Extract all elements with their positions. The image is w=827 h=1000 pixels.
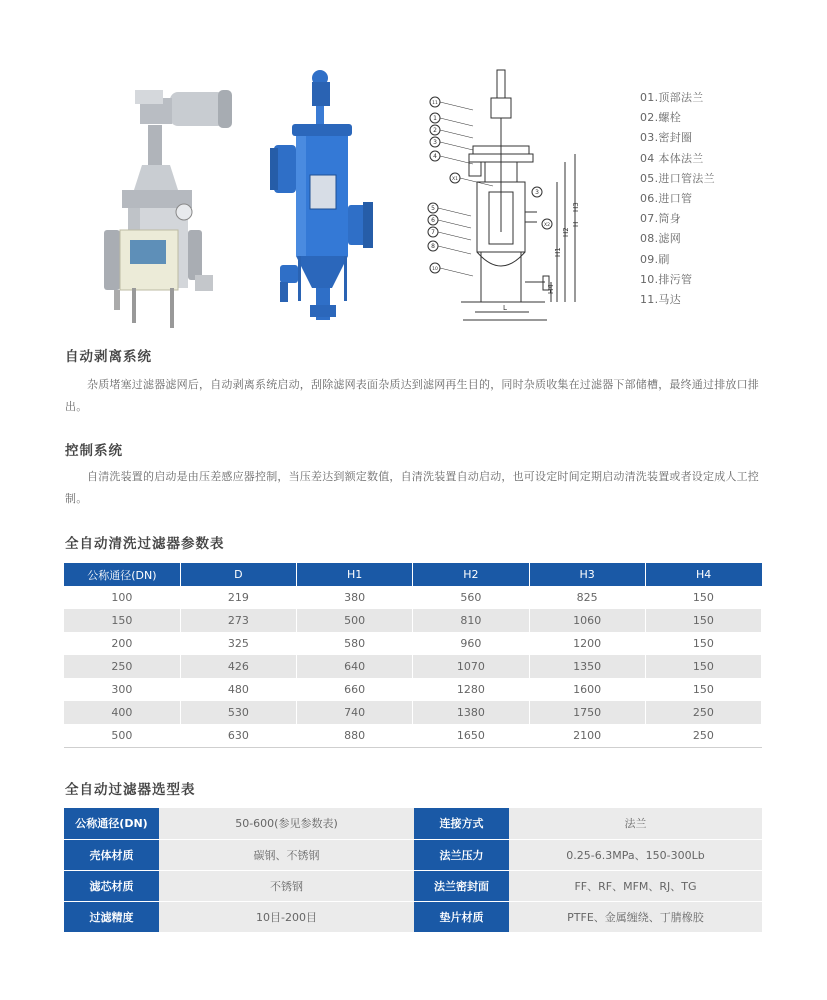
spec-label: 过滤精度	[64, 901, 159, 932]
callout-label: 2	[433, 127, 437, 134]
parts-legend	[640, 88, 715, 310]
table-row	[64, 701, 762, 724]
table-cell: 380	[297, 586, 413, 609]
callout-leader	[440, 142, 473, 150]
callout-label: 6	[431, 217, 435, 224]
table-cell: 960	[413, 632, 529, 655]
table-cell: 560	[413, 586, 529, 609]
spec-value: FF、RF、MFM、RJ、TG	[509, 870, 762, 901]
spec-label: 法兰密封面	[414, 870, 509, 901]
table-cell: 150	[645, 678, 761, 701]
section-text-control: 自清洗装置的启动是由压差感应器控制，当压差达到额定数值，自清洗装置自动启动，也可设定时间定期启动清洗装置或者设定成人工控制。	[65, 470, 759, 505]
section-title-stripping: 自动剥离系统	[65, 349, 152, 365]
table-cell: 150	[645, 632, 761, 655]
table-cell: 150	[645, 586, 761, 609]
spec-label: 滤芯材质	[64, 870, 159, 901]
spec-label: 连接方式	[414, 808, 509, 839]
callout-leader	[438, 232, 471, 240]
table-cell: 200	[64, 632, 180, 655]
table-cell: 640	[297, 655, 413, 678]
callout-label: 7	[431, 229, 435, 236]
callout-leader	[440, 118, 473, 126]
callout-label: 11	[432, 101, 438, 106]
table-row	[64, 901, 762, 932]
dimension-label: L	[503, 304, 507, 312]
table-row	[64, 586, 762, 609]
header-cell: D	[180, 563, 296, 586]
dimension-label: H3	[572, 202, 580, 212]
dimension-label: H4	[547, 284, 555, 294]
table-cell: 273	[180, 609, 296, 632]
callout-label: 10	[432, 267, 438, 272]
header-cell: H4	[645, 563, 761, 586]
spec-value: 50-600(参见参数表)	[159, 808, 414, 839]
spec-value: 碳钢、不锈钢	[159, 839, 414, 870]
table-cell: 580	[297, 632, 413, 655]
stainless-filter-photo	[100, 80, 250, 330]
table-cell: 740	[297, 701, 413, 724]
header-cell: H3	[529, 563, 645, 586]
spec-value: PTFE、金属缠绕、丁腈橡胶	[509, 901, 762, 932]
legend-item: 05.进口管法兰	[640, 171, 715, 185]
product-photos	[100, 60, 400, 330]
table-cell: 325	[180, 632, 296, 655]
params-table-title: 全自动清洗过滤器参数表	[65, 536, 225, 552]
spec-label: 法兰压力	[414, 839, 509, 870]
table-row	[64, 870, 762, 901]
callout-label: 3	[535, 189, 539, 196]
table-cell: 500	[297, 609, 413, 632]
callout-leader	[438, 208, 471, 216]
table-cell: 1750	[529, 701, 645, 724]
section-title-control: 控制系统	[65, 443, 123, 459]
callout-label: X2	[544, 223, 550, 228]
table-cell: 150	[64, 609, 180, 632]
callout-leader	[438, 220, 471, 228]
table-row	[64, 655, 762, 678]
dimension-label: H	[572, 221, 580, 227]
table-cell: 1070	[413, 655, 529, 678]
table-cell: 250	[64, 655, 180, 678]
callout-label: 4	[433, 153, 437, 160]
table-cell: 880	[297, 724, 413, 747]
spec-value: 法兰	[509, 808, 762, 839]
legend-item: 04 本体法兰	[640, 151, 704, 165]
table-cell: 250	[645, 724, 761, 747]
params-header-row	[64, 563, 762, 586]
legend-item: 07.筒身	[640, 212, 681, 226]
table-row	[64, 724, 762, 747]
table-cell: 2100	[529, 724, 645, 747]
callout-label: 8	[431, 243, 435, 250]
table-cell: 1060	[529, 609, 645, 632]
callout-label: 5	[431, 205, 435, 212]
selection-table-title: 全自动过滤器选型表	[65, 782, 196, 798]
callout-leader	[440, 130, 473, 138]
callout-leader	[438, 246, 471, 254]
table-cell: 1380	[413, 701, 529, 724]
callout-label: X1	[452, 177, 458, 182]
spec-label: 垫片材质	[414, 901, 509, 932]
blue-filter-photo	[270, 60, 380, 325]
table-cell: 300	[64, 678, 180, 701]
spec-label: 公称通径(DN)	[64, 808, 159, 839]
selection-table	[64, 808, 762, 933]
legend-item: 11.马达	[640, 292, 681, 306]
header-cell: H2	[413, 563, 529, 586]
table-cell: 630	[180, 724, 296, 747]
table-cell: 426	[180, 655, 296, 678]
table-cell: 480	[180, 678, 296, 701]
legend-item: 06.进口管	[640, 191, 693, 205]
legend-item: 08.滤网	[640, 232, 681, 246]
table-cell: 1280	[413, 678, 529, 701]
table-row	[64, 609, 762, 632]
table-cell: 100	[64, 586, 180, 609]
table-cell: 1200	[529, 632, 645, 655]
technical-drawing	[425, 62, 625, 327]
dimension-label: H1	[554, 247, 562, 257]
table-row	[64, 678, 762, 701]
legend-item: 03.密封圈	[640, 131, 693, 145]
header-cell: H1	[297, 563, 413, 586]
spec-value: 不锈钢	[159, 870, 414, 901]
legend-item: 02.螺栓	[640, 111, 681, 125]
dimension-label: H2	[562, 227, 570, 237]
params-table	[64, 563, 762, 748]
section-text-stripping: 杂质堵塞过滤器滤网后，自动剥离系统启动，刮除滤网表面杂质达到滤网再生目的，同时杂质收集在过滤器下部储槽，最终通过排放口排出。	[65, 378, 759, 413]
table-cell: 250	[645, 701, 761, 724]
table-cell: 219	[180, 586, 296, 609]
callout-leader	[440, 156, 473, 164]
table-cell: 1350	[529, 655, 645, 678]
legend-item: 01.顶部法兰	[640, 91, 704, 104]
spec-label: 壳体材质	[64, 839, 159, 870]
table-cell: 530	[180, 701, 296, 724]
table-cell: 150	[645, 609, 761, 632]
table-cell: 1650	[413, 724, 529, 747]
table-row	[64, 632, 762, 655]
legend-item: 09.刷	[640, 252, 670, 266]
table-row	[64, 839, 762, 870]
callout-label: 1	[433, 115, 437, 122]
table-cell: 1600	[529, 678, 645, 701]
table-cell: 825	[529, 586, 645, 609]
spec-value: 10目-200目	[159, 901, 414, 932]
callout-leader	[440, 102, 473, 110]
table-cell: 150	[645, 655, 761, 678]
table-cell: 810	[413, 609, 529, 632]
callout-label: 3	[433, 139, 437, 146]
table-cell: 500	[64, 724, 180, 747]
callout-leader	[440, 268, 473, 276]
header-cell: 公称通径(DN)	[64, 563, 180, 586]
table-cell: 400	[64, 701, 180, 724]
spec-value: 0.25-6.3MPa、150-300Lb	[509, 839, 762, 870]
table-cell: 660	[297, 678, 413, 701]
table-row	[64, 808, 762, 839]
legend-item: 10.排污管	[640, 272, 693, 286]
